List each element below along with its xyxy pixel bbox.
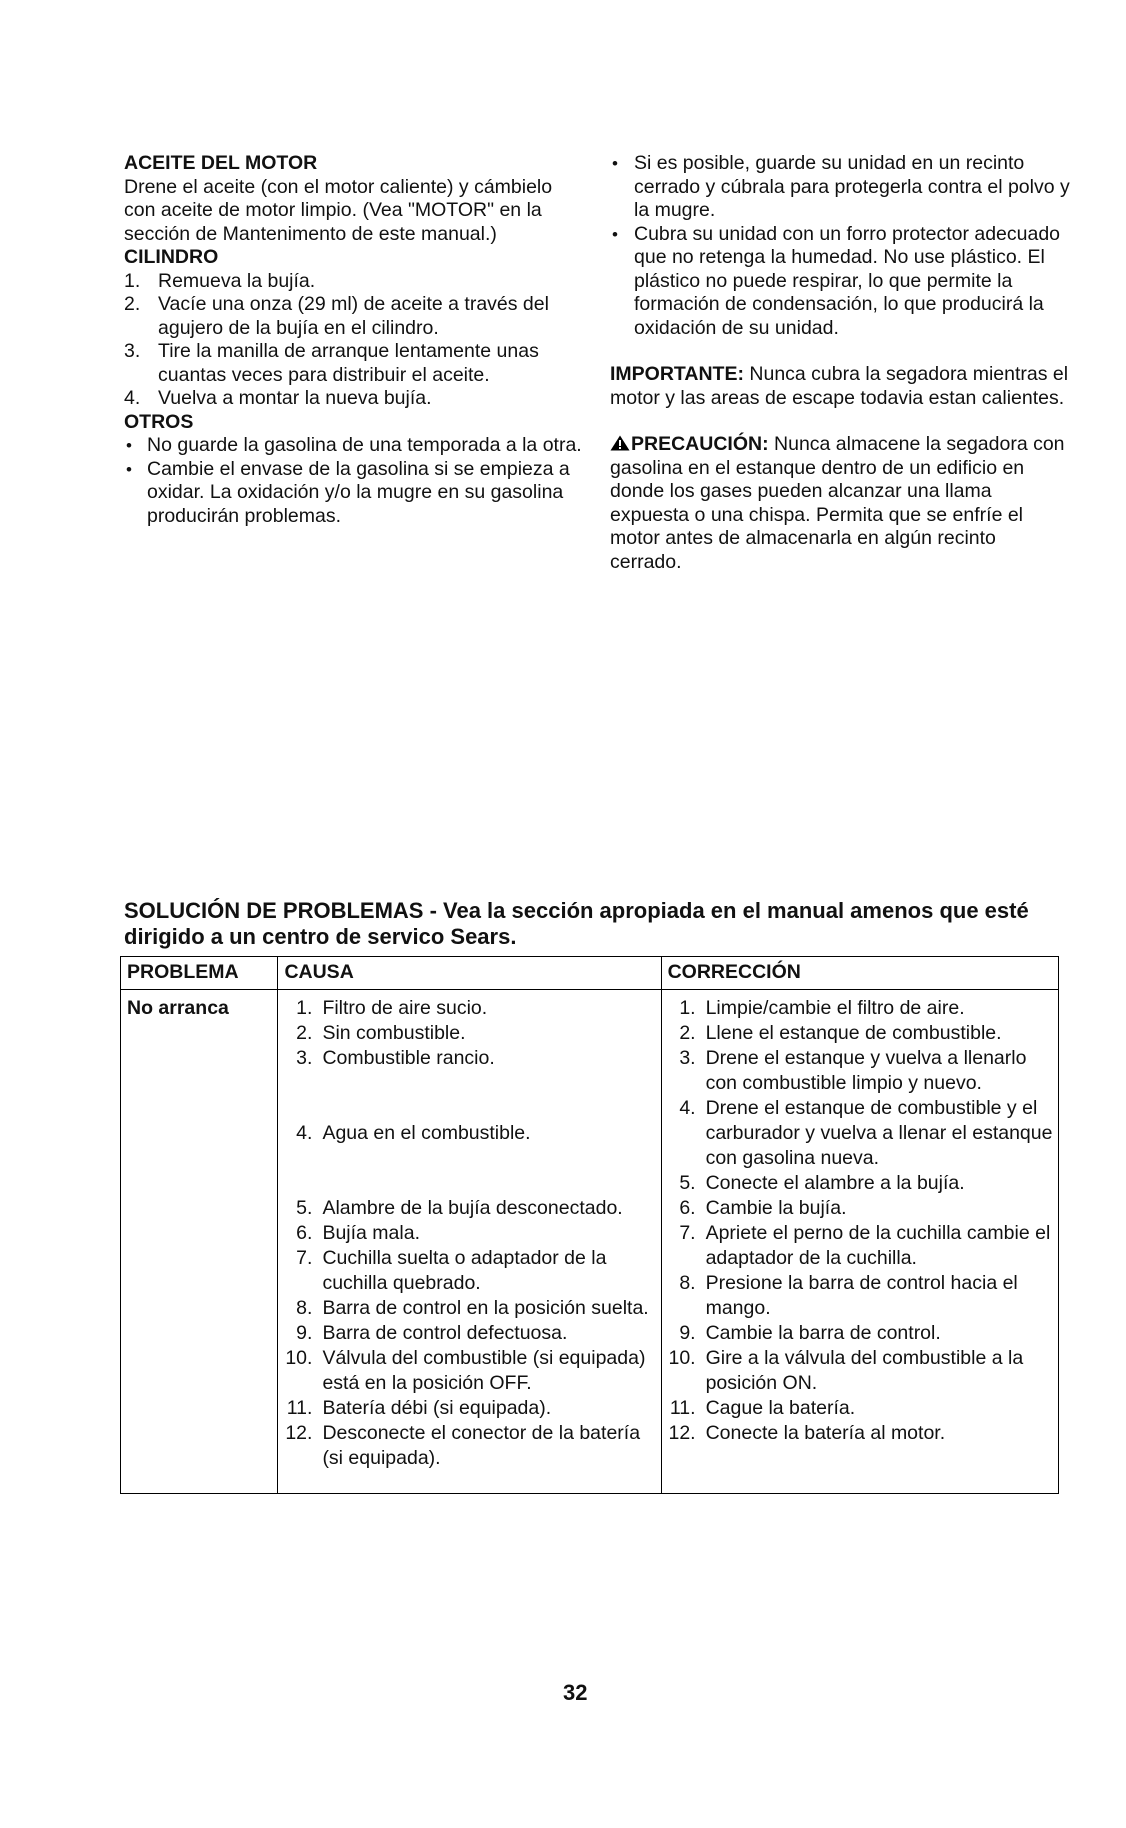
importante-note: IMPORTANTE: Nunca cubra la segadora mientras el motor y las areas de escape todavia estan calientes. xyxy=(610,363,1069,409)
header-correccion: CORRECCIÓN xyxy=(661,957,1058,990)
list-item: 8. Barra de control en la posición suelta. xyxy=(296,1297,649,1319)
causes-list xyxy=(284,996,656,1471)
troubleshooting-table xyxy=(120,956,1059,1494)
corrections-cell xyxy=(661,990,1058,1494)
list-item: • No guarde la gasolina de una temporada a la otra. xyxy=(126,434,582,456)
cilindro-steps xyxy=(124,270,584,411)
list-item: 2. Vacíe una onza (29 ml) de aceite a través del agujero de la bujía en el cilindro. xyxy=(124,293,549,339)
corrections-list xyxy=(668,996,1054,1446)
importante-label: IMPORTANTE: xyxy=(610,363,744,385)
cilindro-heading: CILINDRO xyxy=(124,246,219,268)
warning-triangle-icon xyxy=(610,435,630,451)
list-item: 4. Drene el estanque de combustible y el carburador y vuelva a llenar el estanque con gasolina nueva. xyxy=(679,1097,1053,1169)
page-number: 32 xyxy=(563,1680,588,1705)
list-item: 12. Conecte la batería al motor. xyxy=(668,1422,946,1444)
list-item: • Cambie el envase de la gasolina si se empieza a oxidar. La oxidación y/o la mugre en su gasolina producirán problemas. xyxy=(126,457,570,527)
aceite-body: Drene el aceite (con el motor caliente) y cámbielo con aceite de motor limpio. (Vea "MOTOR" en la sección de Mantenimento de este manual.) xyxy=(124,175,553,245)
header-causa: CAUSA xyxy=(278,957,661,990)
list-item: 9. Barra de control defectuosa. xyxy=(296,1322,568,1344)
list-item: 7. Cuchilla suelta o adaptador de la cuchilla quebrado. xyxy=(296,1247,607,1294)
precaucion-label: PRECAUCIÓN: xyxy=(631,433,769,455)
troubleshooting-title: SOLUCIÓN DE PROBLEMAS - Vea la sección apropiada en el manual amenos que esté dirigido a un centro de servico Sears. xyxy=(124,898,1029,949)
list-item: 11. Batería débi (si equipada). xyxy=(286,1397,552,1419)
list-item: 5. Conecte el alambre a la bujía. xyxy=(679,1172,965,1194)
list-item: 2. Sin combustible. xyxy=(296,1022,466,1044)
bullet-icon: • xyxy=(126,459,132,479)
list-item: 12. Desconecte el conector de la batería (si equipada). xyxy=(285,1422,641,1469)
list-item: • Cubra su unidad con un forro protector adecuado que no retenga la humedad. No use plástico. El plástico no puede respirar, lo que permite la formación de condensación, lo que producirá la oxidación de su unidad. xyxy=(612,222,1061,339)
list-item: • Si es posible, guarde su unidad en un recinto cerrado y cúbrala para protegerla contra el polvo y la mugre. xyxy=(612,152,1070,221)
list-item: 4. Agua en el combustible. xyxy=(296,1122,531,1144)
left-column xyxy=(124,152,584,528)
list-item: 10. Válvula del combustible (si equipada) está en la posición OFF. xyxy=(285,1347,646,1394)
list-item: 5. Alambre de la bujía desconectado. xyxy=(296,1197,623,1219)
list-item: 11. Cague la batería. xyxy=(669,1397,856,1419)
list-item: 7. Apriete el perno de la cuchilla cambie el adaptador de la cuchilla. xyxy=(679,1222,1051,1269)
header-problema: PROBLEMA xyxy=(121,957,278,990)
list-item: 3. Combustible rancio. xyxy=(296,1047,495,1069)
storage-bullets xyxy=(610,152,1072,340)
list-item: 4. Vuelva a montar la nueva bujía. xyxy=(124,387,432,409)
right-column xyxy=(610,152,1072,574)
aceite-heading: ACEITE DEL MOTOR xyxy=(124,152,318,174)
otros-list xyxy=(124,434,584,528)
bullet-icon: • xyxy=(612,154,618,173)
list-item: 6. Bujía mala. xyxy=(296,1222,420,1244)
precaucion-note: PRECAUCIÓN: Nunca almacene la segadora con gasolina en el estanque dentro de un edificio en donde los gases pueden alcanzar una llama expuesta o una chispa. Permita que se enfríe el motor antes de almacenarla en algún recinto cerrado. xyxy=(610,433,1065,573)
table-row xyxy=(121,990,1059,1494)
list-item: 2. Llene el estanque de combustible. xyxy=(679,1022,1002,1044)
list-item: 8. Presione la barra de control hacia el mango. xyxy=(679,1272,1018,1319)
list-item: 3. Tire la manilla de arranque lentamente unas cuantas veces para distribuir el aceite. xyxy=(124,340,539,386)
otros-heading: OTROS xyxy=(124,410,194,433)
list-item: 6. Cambie la bujía. xyxy=(679,1197,847,1219)
list-item: 1. Remueva la bujía. xyxy=(124,269,316,292)
list-item: 10. Gire a la válvula del combustible a la posición ON. xyxy=(668,1347,1024,1394)
list-item: 1. Filtro de aire sucio. xyxy=(296,997,488,1019)
problem-cell: No arranca xyxy=(121,990,278,1494)
list-item: 1. Limpie/cambie el filtro de aire. xyxy=(679,997,965,1019)
bullet-icon: • xyxy=(126,436,132,455)
table-header-row xyxy=(121,957,1059,990)
list-item: 9. Cambie la barra de control. xyxy=(679,1322,941,1344)
list-item: 3. Drene el estanque y vuelva a llenarlo con combustible limpio y nuevo. xyxy=(679,1047,1027,1094)
bullet-icon: • xyxy=(612,224,618,244)
causes-cell xyxy=(278,990,661,1494)
